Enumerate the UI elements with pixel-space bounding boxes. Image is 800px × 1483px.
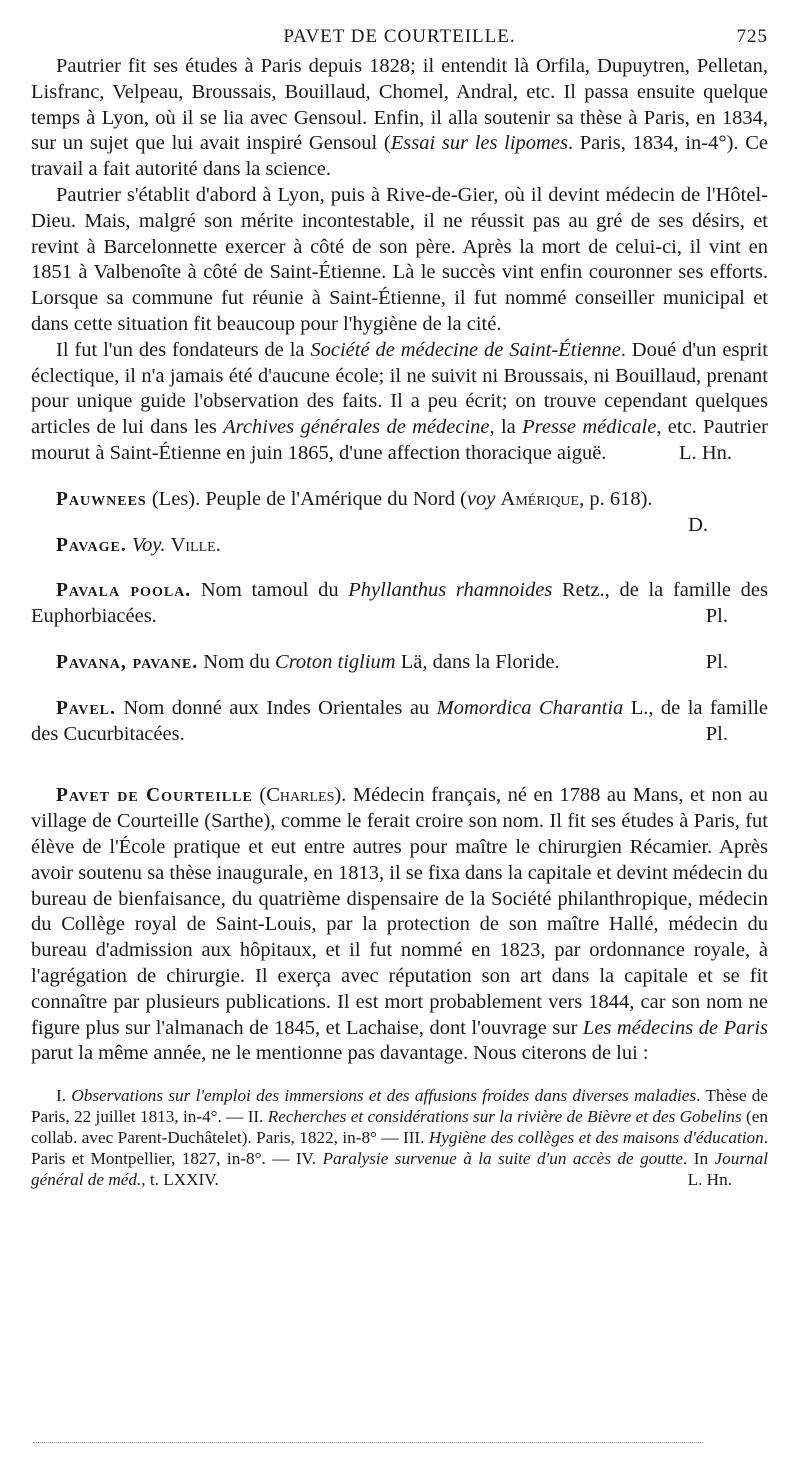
bibliography-text bbox=[31, 1086, 768, 1189]
entry-headword: Pavala poola. bbox=[56, 580, 192, 602]
bibliography-signature: L. Hn. bbox=[687, 1170, 732, 1190]
text-run: . Thèse de Paris, 22 juillet 1813, in-4°. — II. bbox=[31, 1086, 769, 1127]
bibliography-notes bbox=[31, 1085, 768, 1190]
italic-run: Croton tiglium bbox=[275, 650, 396, 673]
small-caps-run: Amérique bbox=[500, 487, 580, 510]
text-run: . bbox=[215, 533, 221, 556]
dictionary-entry bbox=[31, 578, 768, 630]
pautrier-signature: L. Hn. bbox=[679, 441, 732, 464]
text-run: L., de la famille des Cucurbitacées. bbox=[31, 696, 768, 745]
small-caps-run: Ville bbox=[170, 533, 216, 556]
entry-signature: Pl. bbox=[705, 722, 728, 745]
entry-signature: D. bbox=[688, 513, 708, 536]
italic-run: Momordica Charantia bbox=[436, 696, 624, 719]
bottom-rule bbox=[33, 1442, 703, 1443]
italic-run: Voy. bbox=[131, 533, 166, 556]
text-run: . Paris et Montpellier, 1827, in-8°. — IV. bbox=[31, 1128, 768, 1169]
running-head-title: PAVET DE COURTEILLE. bbox=[283, 26, 516, 47]
text-run: Il fut l'un des fondateurs de la bbox=[56, 338, 311, 361]
entry-headword: Pavage. bbox=[56, 534, 127, 556]
text-run: Pautrier s'établit d'abord à Lyon, puis à Rive-de-Gier, où il devint médecin de l'Hôtel-Dieu. Mais, malgré son mérite incontestable, il ne réussit pas au gré de ses désirs, et revint à Barcelonnette exercer à côté de son père. Après la mort de celui-ci, il vint en 1851 à Valbenoîte à côté de Saint-Étienne. Là le succès vint enfin couronner ses efforts. Lorsque sa commune fut réunie à Saint-Étienne, il fut nommé conseiller municipal et dans cette situation fit beaucoup pour l'hygiène de la cité. bbox=[31, 183, 768, 335]
italic-run: Société de médecine de Saint-Étienne bbox=[310, 338, 621, 361]
entry-signature: Pl. bbox=[705, 605, 728, 628]
text-run: Nom du bbox=[198, 650, 276, 673]
running-head bbox=[31, 26, 768, 50]
pavet-entry bbox=[31, 783, 768, 1067]
text-run: Nom donné aux Indes Orientales au bbox=[115, 696, 437, 719]
pautrier-paragraph-3 bbox=[31, 338, 768, 467]
dictionary-entry bbox=[31, 650, 768, 676]
entry-signature: Pl. bbox=[705, 650, 728, 673]
text-run: , t. LXXIV. bbox=[141, 1170, 219, 1190]
dictionary-page bbox=[31, 26, 768, 1190]
text-run: I. bbox=[56, 1086, 72, 1106]
italic-run: Archives générales de médecine bbox=[223, 416, 490, 439]
text-run: Nom tamoul du bbox=[191, 579, 349, 602]
entry-text bbox=[31, 697, 768, 745]
dictionary-entry bbox=[31, 487, 768, 536]
text-run: Lä, dans la Floride. bbox=[395, 650, 560, 673]
text-run: (en collab. avec Parent-Duchâtelet). Paris, 1822, in-8° — III. bbox=[31, 1107, 768, 1148]
italic-run: Phyllanthus rhamnoides bbox=[348, 579, 553, 602]
text-run: parut la même année, ne le mentionne pas davantage. Nous citerons de lui : bbox=[31, 1042, 649, 1065]
italic-run: Essai sur les lipomes bbox=[390, 132, 568, 155]
entry-text bbox=[147, 488, 653, 510]
dictionary-entry bbox=[31, 696, 768, 748]
entry-headword: Pauwnees bbox=[56, 488, 147, 510]
entry-list bbox=[31, 487, 768, 748]
small-caps-run: Charles bbox=[266, 784, 335, 807]
text-run: . In bbox=[683, 1149, 715, 1169]
text-run: , etc. Pautrier mourut à Saint-Étienne en juin 1865, d'une affection thoracique aiguë. bbox=[31, 416, 769, 464]
text-run: (Les). Peuple de l'Amérique du Nord ( bbox=[146, 487, 467, 510]
entry-text bbox=[198, 651, 559, 673]
text-run: ). Médecin français, né en 1788 au Mans, et non au village de Courteille (Sarthe), comme le ferait croire son nom. Il fit ses études à Paris, fut élève de l'École pratique et eut entre autres pour maître le chirurgien Récamier. Après avoir soutenu sa thèse inaugurale, en 1813, il se fixa dans la capitale et devint médecin du bureau de bienfaisance, du quatrième dispensaire de la Société philanthropique, médecin du Collège royal de Saint-Louis, par la protection de son maître Hallé, médecin du bureau d'admission aux hôpitaux, et il fut nommé en 1823, par ordonnance royale, à l'agrégation de chirurgie. Il exerça avec réputation son art dans la capitale et se fit connaître par plusieurs publications. Il est mort probablement vers 1844, car son nom ne figure plus sur l'almanach de 1845, et Lachaise, dont l'ouvrage sur bbox=[31, 784, 768, 1039]
text-run: ( bbox=[252, 784, 267, 807]
italic-run: Les médecins de Paris bbox=[582, 1016, 768, 1039]
entry-headword: Pavet de Courteille bbox=[56, 785, 253, 807]
dictionary-entry bbox=[31, 533, 768, 559]
italic-run: Observations sur l'emploi des immersions et des affusions froides dans diverses maladies bbox=[71, 1086, 697, 1106]
text-run: Retz., de la famille des Euphorbiacées. bbox=[31, 579, 768, 628]
italic-run: Hygiène des collèges et des maisons d'éducation bbox=[428, 1128, 764, 1148]
italic-run: Presse médicale bbox=[522, 416, 657, 439]
italic-run: Journal général de méd. bbox=[31, 1149, 768, 1190]
pavet-entry-text bbox=[31, 784, 768, 1064]
text-run: , p. 618). bbox=[579, 487, 653, 510]
page-number: 725 bbox=[736, 26, 768, 47]
entry-headword: Pavel. bbox=[56, 697, 116, 719]
italic-run: voy bbox=[466, 487, 496, 510]
entry-text bbox=[127, 534, 221, 556]
italic-run: Paralysie survenue à la suite d'un accès de goutte bbox=[322, 1149, 684, 1169]
text-run: , la bbox=[489, 416, 523, 439]
pautrier-paragraph-2 bbox=[31, 183, 768, 338]
italic-run: Recherches et considérations sur la rivière de Bièvre et des Gobelins bbox=[267, 1107, 742, 1127]
text-run: . Doué d'un esprit éclectique, il n'a jamais été d'aucune école; il ne suivit ni Broussais, ni Bouillaud, prenant pour unique guide l'observation des faits. Il a peu écrit; on trouve cependant quelques articles de lui dans les bbox=[31, 338, 768, 439]
text-run: Pautrier fit ses études à Paris depuis 1828; il entendit là Orfila, Dupuytren, Pelletan, Lisfranc, Velpeau, Broussais, Bouillaud, Chomel, Andral, etc. Il passa ensuite quelque temps à Lyon, où il se lia avec Gensoul. Enfin, il alla soutenir sa thèse à Paris, en 1834, sur un sujet que lui avait inspiré Gensoul ( bbox=[31, 55, 768, 155]
text-run: . Paris, 1834, in-4°). Ce travail a fait autorité dans la science. bbox=[31, 132, 768, 181]
pautrier-paragraph-1 bbox=[31, 54, 768, 183]
entry-headword: Pavana, pavane. bbox=[56, 651, 199, 673]
